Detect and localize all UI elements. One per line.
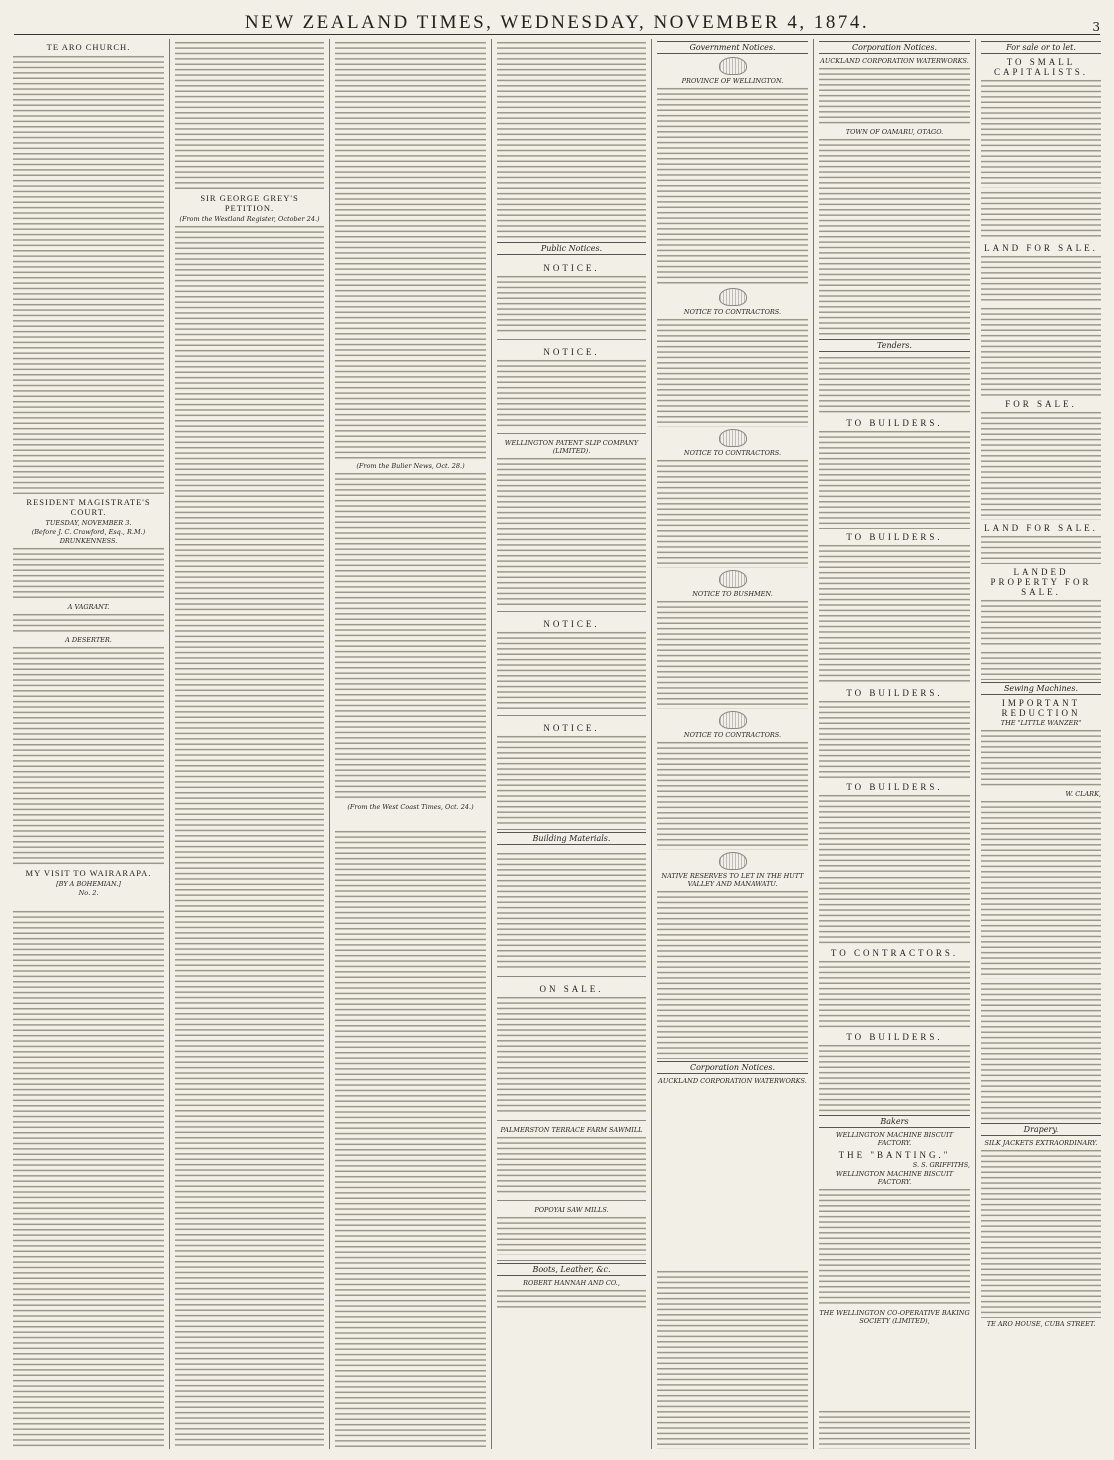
article-body xyxy=(175,40,324,190)
article-body xyxy=(13,612,164,634)
coat-of-arms-icon xyxy=(719,852,747,870)
coat-of-arms-icon xyxy=(719,570,747,588)
section-building-materials: Building Materials. xyxy=(497,832,646,845)
article-body xyxy=(13,54,164,494)
column-5: Government Notices. PROVINCE OF WELLINGTON. NOTICE TO CONTRACTORS. NOTICE TO CONTRACTORS. NOTICE TO BUSHMEN. NOTICE TO CONTRACTORS. NATIVE RESERVES TO LET IN THE HUTT VALLEY AND MANAWATU. Corporation Notices. AUCKLAND CORPORATION WATERWORKS. xyxy=(652,39,814,1449)
ad-popoyai: POPOYAI SAW MILLS. xyxy=(497,1203,646,1261)
article-body xyxy=(497,40,646,240)
article-body xyxy=(13,546,164,601)
page-number: 3 xyxy=(1092,20,1100,34)
section-boots: Boots, Leather, &c. xyxy=(497,1263,646,1276)
column-7: For sale or to let. TO SMALL CAPITALISTS. LAND FOR SALE. FOR SALE. LAND FOR SALE. LANDED PROPERTY FOR SALE. Sewing Machines. IMPORTANT REDUCTION THE "LITTLE WANZER" W. CLARK, Drapery. SILK JACKETS EXTRAORDINARY. TE ARO HOUSE, CUBA STREET. xyxy=(976,39,1106,1449)
coat-of-arms-icon xyxy=(719,711,747,729)
article-body xyxy=(13,909,164,1449)
section-bakers: Bakers xyxy=(819,1115,970,1128)
coat-of-arms-icon xyxy=(719,429,747,447)
article-number: No. 2. xyxy=(78,889,99,897)
ad-notice: NOTICE. xyxy=(497,718,646,830)
section-drapery: Drapery. xyxy=(981,1123,1101,1136)
masthead xyxy=(14,8,1100,35)
section-sewing-machines: Sewing Machines. xyxy=(981,682,1101,695)
ad-building xyxy=(497,848,646,977)
section-public-notices: Public Notices. xyxy=(497,242,646,255)
article-source: (From the Westland Register, October 24.) xyxy=(179,215,320,223)
court-date: TUESDAY, NOVEMBER 3. xyxy=(45,519,132,527)
column-2 xyxy=(170,39,330,1449)
column-1 xyxy=(8,39,170,1449)
article-heading-visit: MY VISIT TO WAIRARAPA. xyxy=(25,868,152,878)
subheading-drunkenness: DRUNKENNESS. xyxy=(59,537,118,545)
subheading-deserter: A DESERTER. xyxy=(65,636,112,644)
ad-notice: NOTICE. xyxy=(497,258,646,340)
article-body xyxy=(335,40,486,460)
ad-notice: NOTICE. xyxy=(497,614,646,716)
coat-of-arms-icon xyxy=(719,57,747,75)
section-government-notices: Government Notices. xyxy=(657,41,808,54)
article-source: (From the West Coast Times, Oct. 24.) xyxy=(347,803,474,811)
article-body xyxy=(335,829,486,1449)
column-6: Corporation Notices. AUCKLAND CORPORATION WATERWORKS. TOWN OF OAMARU, OTAGO. Tenders. TO BUILDERS. TO BUILDERS. TO BUILDERS. TO BUILDERS. TO CONTRACTORS. TO BUILDERS. Bakers WELLINGTON MACHINE BISCUIT FACTORY. THE "BANTING." S. S. GRIFFITHS, WELLINGTON MACHINE BISCUIT FACTORY. THE WELLINGTON CO-OPERATIVE BAKING SOCIETY (LIMITED), xyxy=(814,39,976,1449)
column-3 xyxy=(330,39,492,1449)
ad-notice: NOTICE. xyxy=(497,342,646,434)
coat-of-arms-icon xyxy=(719,288,747,306)
article-heading-petition: SIR GEORGE GREY'S PETITION. xyxy=(200,193,299,213)
ad-sawmill: PALMERSTON TERRACE FARM SAWMILL xyxy=(497,1123,646,1201)
section-corporation-notices: Corporation Notices. xyxy=(657,1061,808,1074)
ad-hannah: ROBERT HANNAH AND CO., xyxy=(523,1279,620,1287)
column-4 xyxy=(492,39,652,1449)
article-heading-te-aro-church: TE ARO CHURCH. xyxy=(46,42,131,52)
article-body xyxy=(175,224,324,1449)
section-tenders: Tenders. xyxy=(819,339,970,352)
columns xyxy=(8,39,1106,1449)
section-for-sale: For sale or to let. xyxy=(981,41,1101,54)
ad-on-sale: ON SALE. xyxy=(497,979,646,1121)
article-body xyxy=(13,645,164,865)
article-byline: [BY A BOHEMIAN.] xyxy=(56,880,121,888)
article-heading-court: RESIDENT MAGISTRATE'S COURT. xyxy=(26,497,151,517)
ad-patent-slip: WELLINGTON PATENT SLIP COMPANY (LIMITED). xyxy=(497,436,646,612)
court-magistrate: (Before J. C. Crawford, Esq., R.M.) xyxy=(31,528,146,536)
newspaper-title: NEW ZEALAND TIMES, WEDNESDAY, NOVEMBER 4, 1874. xyxy=(244,12,870,33)
article-source: (From the Bulier News, Oct. 28.) xyxy=(356,462,465,470)
section-corporation-notices: Corporation Notices. xyxy=(819,41,970,54)
article-body xyxy=(335,471,486,801)
subheading-vagrant: A VAGRANT. xyxy=(67,603,110,611)
